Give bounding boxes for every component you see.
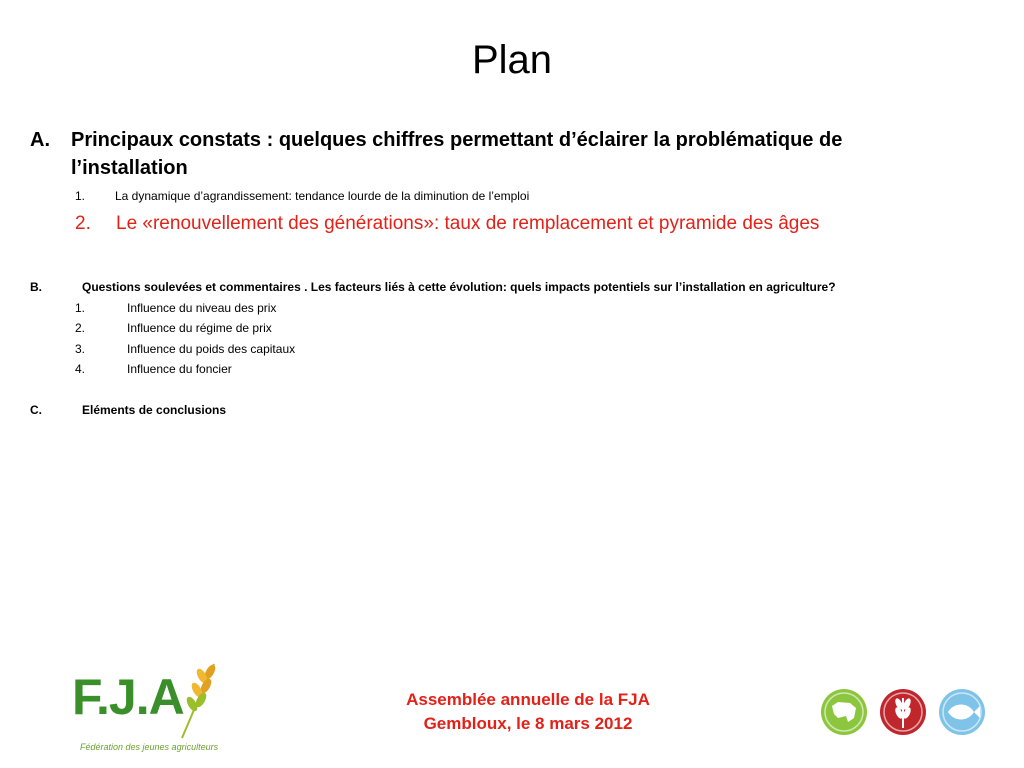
wheat-icon	[879, 688, 927, 736]
logo-tagline: Fédération des jeunes agriculteurs	[80, 742, 219, 752]
item-marker: 2.	[75, 321, 86, 335]
item-text: Influence du poids des capitaux	[127, 342, 296, 356]
fja-logo	[72, 660, 222, 764]
item-text: Influence du niveau des prix	[127, 301, 277, 315]
section-c-marker: C.	[30, 403, 42, 417]
item-text: Influence du régime de prix	[127, 321, 272, 335]
fish-icon	[938, 688, 986, 736]
footer-line-1: Assemblée annuelle de la FJA	[406, 690, 650, 709]
section-a-text: Principaux constats : quelques chiffres permettant d’éclairer la problématique de l’installation	[71, 129, 843, 179]
section-a-marker: A.	[30, 129, 50, 151]
item-marker: 4.	[75, 362, 86, 376]
section-b-text: Questions soulevées et commentaires . Les facteurs liés à cette évolution: quels impacts potentiels sur l’installation en agriculture?	[82, 280, 836, 294]
item-marker: 1.	[75, 189, 86, 203]
section-c-text: Eléments de conclusions	[82, 403, 227, 417]
logo-letters: F.J.A	[72, 669, 184, 725]
item-text: Influence du foncier	[127, 362, 232, 376]
footer-line-2: Gembloux, le 8 mars 2012	[423, 714, 633, 733]
footer	[360, 688, 696, 736]
item-text: Le «renouvellement des générations»: taux de remplacement et pyramide des âges	[116, 213, 820, 234]
cow-icon	[820, 688, 868, 736]
item-marker: 1.	[75, 301, 86, 315]
slide-title: Plan	[471, 38, 553, 82]
item-text: La dynamique d’agrandissement: tendance lourde de la diminution de l’emploi	[115, 189, 530, 203]
section-a	[30, 126, 990, 186]
wheat-ear-icon	[172, 660, 222, 740]
item-marker: 2.	[75, 213, 91, 234]
section-b-marker: B.	[30, 280, 42, 294]
item-marker: 3.	[75, 342, 86, 356]
